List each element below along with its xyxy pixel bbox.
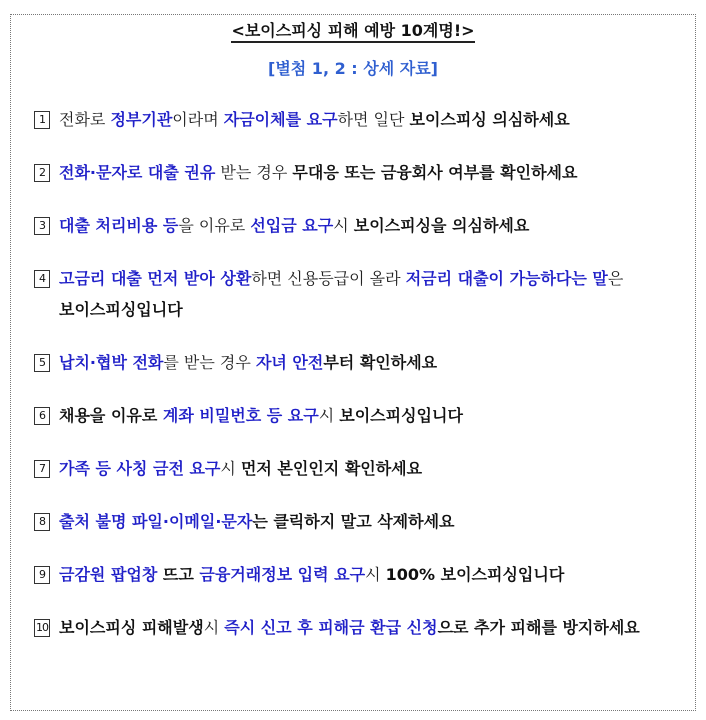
- bold-text: 보이스피싱입니다: [339, 406, 463, 425]
- plain-text: 하면 신용등급이 올라: [251, 269, 406, 288]
- highlight-text: 금융거래정보 입력 요구: [199, 565, 366, 584]
- plain-text: 를 받는 경우: [163, 353, 256, 372]
- list-item: [34, 263, 684, 325]
- bold-text: 무대응 또는 금융회사 여부를 확인하세요: [292, 163, 578, 182]
- item-number-box: 6: [34, 407, 50, 425]
- item-number-box: 8: [34, 513, 50, 531]
- plain-text: 시: [333, 216, 354, 235]
- plain-text: 받는 경우: [215, 163, 293, 182]
- plain-text: 시: [203, 618, 225, 637]
- bold-text: 는 클릭하지 말고 삭제하세요: [252, 512, 455, 531]
- document-title: [0, 18, 706, 41]
- highlight-text: 즉시 신고 후 피해금 환급 신청: [224, 618, 438, 637]
- item-number-box: 7: [34, 460, 50, 478]
- bold-text: 보이스피싱 피해발생: [59, 618, 204, 637]
- plain-text: 시: [365, 565, 386, 584]
- item-text: [59, 210, 684, 241]
- item-text: [59, 453, 684, 484]
- bold-text: 보이스피싱입니다: [59, 300, 183, 319]
- item-number-box: 2: [34, 164, 50, 182]
- bold-text: 100% 보이스피싱입니다: [385, 565, 565, 584]
- item-number-box: 10: [34, 619, 50, 637]
- list-item: [34, 400, 684, 431]
- item-number-box: 4: [34, 270, 50, 288]
- highlight-text: 납치·협박 전화: [59, 353, 164, 372]
- plain-text: 을 이유로: [178, 216, 251, 235]
- bold-text: 으로 추가 피해를 방지하세요: [437, 618, 640, 637]
- item-text: [59, 104, 684, 135]
- plain-text: 하면 일단: [337, 110, 410, 129]
- item-text: [59, 506, 684, 537]
- tips-list: [34, 104, 684, 665]
- highlight-text: 정부기관: [110, 110, 173, 129]
- plain-text: 시: [220, 459, 241, 478]
- highlight-text: 대출 처리비용 등: [59, 216, 179, 235]
- bold-text: 먼저 본인인지 확인하세요: [240, 459, 423, 478]
- list-item: [34, 157, 684, 188]
- title-text: <보이스피싱 피해 예방 10계명!>: [231, 21, 474, 43]
- item-text: [59, 612, 684, 643]
- item-text: [59, 347, 684, 378]
- bold-text: 부터 확인하세요: [323, 353, 438, 372]
- plain-text: 시: [318, 406, 340, 425]
- document-subtitle: [별첨 1, 2 : 상세 자료]: [268, 59, 438, 78]
- highlight-text: 자녀 안전: [255, 353, 324, 372]
- item-text: [59, 559, 684, 590]
- highlight-text: 자금이체를 요구: [223, 110, 338, 129]
- bold-text: 보이스피싱을 의심하세요: [353, 216, 530, 235]
- item-number-box: 3: [34, 217, 50, 235]
- bold-text: 보이스피싱 의심하세요: [409, 110, 570, 129]
- list-item: [34, 453, 684, 484]
- list-item: [34, 559, 684, 590]
- list-item: [34, 347, 684, 378]
- highlight-text: 전화·문자로 대출 권유: [59, 163, 216, 182]
- highlight-text: 선입금 요구: [250, 216, 334, 235]
- list-item: [34, 612, 684, 643]
- list-item: [34, 104, 684, 135]
- plain-text: 전화로: [59, 110, 111, 129]
- item-text: [59, 400, 684, 431]
- plain-text: 은: [607, 269, 624, 288]
- item-number-box: 5: [34, 354, 50, 372]
- plain-text: 이라며: [172, 110, 224, 129]
- bold-text: 뜨고: [157, 565, 200, 584]
- bold-text: 채용을 이유로: [59, 406, 163, 425]
- highlight-text: 저금리 대출이 가능하다는 말: [405, 269, 608, 288]
- highlight-text: 계좌 비밀번호 등 요구: [162, 406, 319, 425]
- item-text: [59, 157, 684, 188]
- item-number-box: 9: [34, 566, 50, 584]
- list-item: [34, 210, 684, 241]
- highlight-text: 고금리 대출 먼저 받아 상환: [59, 269, 252, 288]
- item-text: [59, 263, 684, 325]
- item-number-box: 1: [34, 111, 50, 129]
- list-item: [34, 506, 684, 537]
- highlight-text: 금감원 팝업창: [59, 565, 158, 584]
- highlight-text: 출처 불명 파일·이메일·문자: [59, 512, 253, 531]
- highlight-text: 가족 등 사칭 금전 요구: [59, 459, 221, 478]
